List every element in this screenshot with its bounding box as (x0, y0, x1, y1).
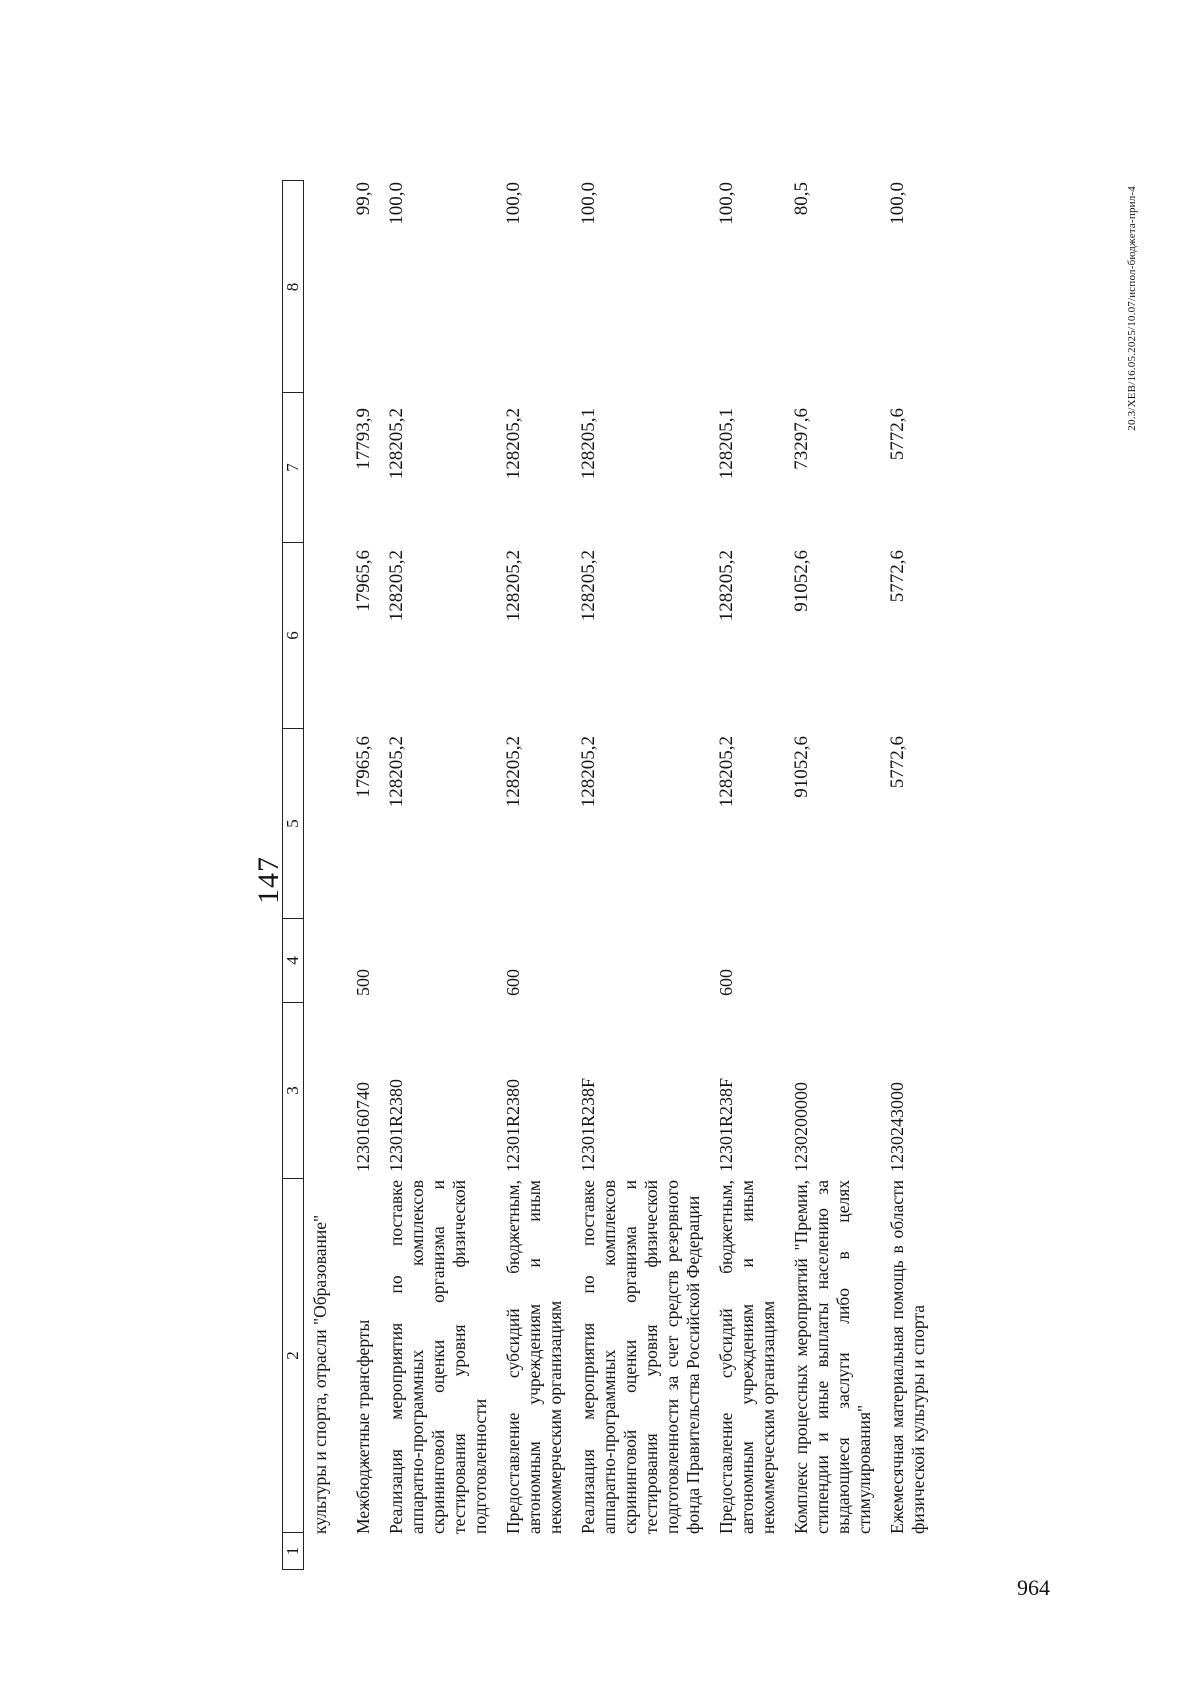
row-code: 1230243000 (887, 1082, 907, 1172)
row-expense-type: 500 (353, 969, 373, 996)
row-name: культуры и спорта, отрасли "Образование" (310, 1214, 330, 1534)
row-value-5: 5772,6 (887, 736, 908, 789)
row-value-8: 99,0 (353, 182, 374, 216)
table-row (386, 180, 491, 1570)
row-name: Комплекс процессных мероприятий "Премии, стипендии и иные выплаты населению за выдающиеся заслуги либо в целях стимулирования" (791, 1180, 874, 1534)
row-code: 12301R2380 (386, 1078, 406, 1172)
row-value-6: 128205,2 (386, 550, 407, 622)
row-value-6: 17965,6 (353, 550, 374, 612)
row-value-5: 17965,6 (353, 736, 374, 798)
row-value-8: 100,0 (386, 182, 407, 225)
row-name: Реализация мероприятия по поставке аппаратно-программных комплексов скрининговой оценки организма и тестирования уровня физической подготовленности за счет средств резервного фонда Правительства Российской Федерации (578, 1180, 703, 1534)
column-header-3: 3 (283, 1003, 303, 1179)
row-name: Предоставление субсидий бюджетным, автономным учреждениям и иным некоммерческим организациям (716, 1180, 778, 1534)
row-value-5: 91052,6 (791, 736, 812, 798)
row-value-8: 100,0 (716, 182, 737, 225)
row-expense-type: 600 (716, 969, 736, 996)
row-code: 12301R2380 (503, 1078, 523, 1172)
row-code: 1230160740 (353, 1082, 373, 1172)
row-value-7: 128205,1 (716, 408, 737, 480)
rotated-page (230, 180, 1160, 1570)
row-value-6: 128205,2 (716, 550, 737, 622)
page-number: 147 (252, 856, 285, 904)
row-name: Предоставление субсидий бюджетным, автономным учреждениям и иным некоммерческим организациям (503, 1180, 565, 1534)
row-value-6: 91052,6 (791, 550, 812, 612)
row-value-7: 128205,1 (578, 408, 599, 480)
row-value-8: 100,0 (887, 182, 908, 225)
column-header-8: 8 (283, 182, 303, 393)
row-value-5: 128205,2 (386, 736, 407, 808)
row-value-6: 5772,6 (887, 550, 908, 603)
column-header-6: 6 (283, 543, 303, 729)
row-value-7: 5772,6 (887, 408, 908, 461)
column-header-5: 5 (283, 729, 303, 919)
table-header (282, 180, 304, 1570)
row-value-8: 100,0 (503, 182, 524, 225)
table-row (887, 180, 929, 1570)
column-header-7: 7 (283, 393, 303, 543)
column-header-4: 4 (283, 919, 303, 1003)
row-name: Межбюджетные трансферты (353, 1319, 373, 1534)
column-header-2: 2 (283, 1179, 303, 1533)
row-value-5: 128205,2 (503, 736, 524, 808)
table-row (716, 180, 779, 1570)
table-row (503, 180, 566, 1570)
row-code: 12301R238F (578, 1077, 598, 1172)
row-code: 1230200000 (791, 1082, 811, 1172)
row-code: 12301R238F (716, 1077, 736, 1172)
row-value-7: 73297,6 (791, 408, 812, 470)
table-row (310, 180, 331, 1570)
row-expense-type: 600 (503, 969, 523, 996)
row-value-7: 128205,2 (503, 408, 524, 480)
table-body (310, 180, 941, 1570)
row-value-8: 100,0 (578, 182, 599, 225)
row-value-8: 80,5 (791, 182, 812, 216)
row-value-5: 128205,2 (578, 736, 599, 808)
row-name: Ежемесячная материальная помощь в области физической культуры и спорта (887, 1180, 928, 1534)
document-code: 20.3/ХЕВ/16.05.2025/10.07/испол-бюджета-прил-4 (1126, 186, 1138, 431)
row-value-7: 17793,9 (353, 408, 374, 470)
table-row (353, 180, 374, 1570)
row-value-7: 128205,2 (386, 408, 407, 480)
table-row (791, 180, 875, 1570)
row-name: Реализация мероприятия по поставке аппаратно-программных комплексов скрининговой оценки организма и тестирования уровня физической подготовленности (386, 1180, 490, 1534)
row-value-6: 128205,2 (578, 550, 599, 622)
sheet-number: 964 (1017, 1575, 1050, 1600)
table-row (578, 180, 704, 1570)
row-value-6: 128205,2 (503, 550, 524, 622)
row-value-5: 128205,2 (716, 736, 737, 808)
column-header-1: 1 (283, 1546, 302, 1556)
